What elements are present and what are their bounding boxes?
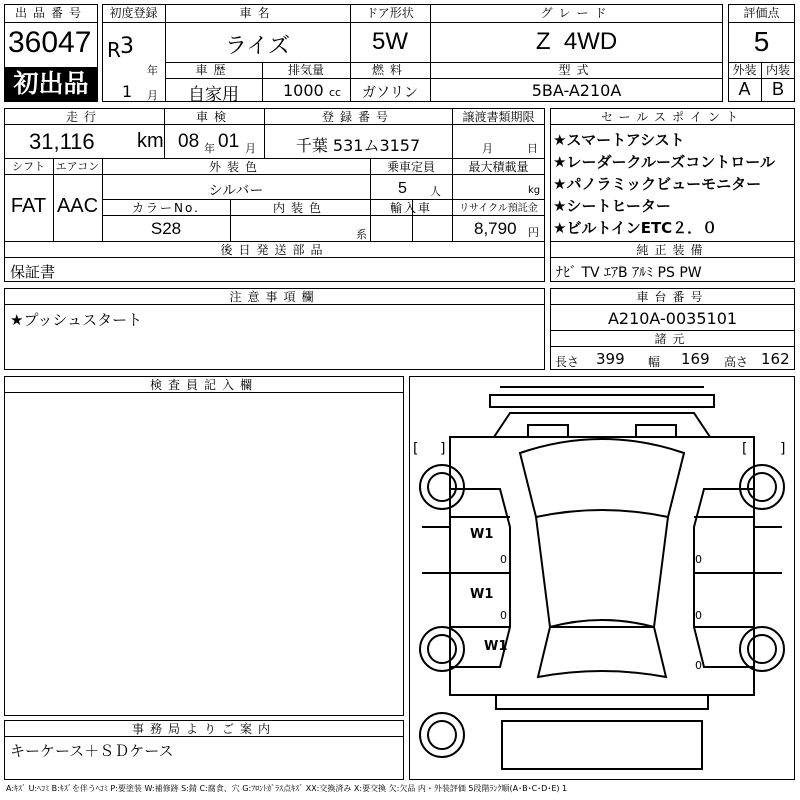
grade: Z 4WD <box>535 28 618 55</box>
bracket-right-open: [ <box>742 441 748 457</box>
model: 5BA-A210A <box>531 81 622 100</box>
car-outline <box>410 377 794 779</box>
office-note: キーケース＋ＳＤケース <box>10 742 174 760</box>
reg-number: 千葉 531ム3157 <box>295 136 421 155</box>
shift: FAT <box>10 195 47 217</box>
fuel: ガソリン <box>362 85 418 101</box>
zero-mark: 0 <box>695 553 702 566</box>
insp-month: 01 <box>218 131 240 152</box>
door-label: ドア形状 <box>366 6 414 20</box>
sales-point: ★レーダークルーズコントロール <box>553 153 775 171</box>
sales-point: ★ビルトインETC２．０ <box>553 219 718 237</box>
sales-point: ★スマートアシスト <box>553 131 685 149</box>
damage-mark: W1 <box>470 587 494 602</box>
first-reg-label: 初度登録 <box>109 6 158 20</box>
color-no-label: カラーNo. <box>132 201 200 215</box>
score-label: 評価点 <box>743 6 780 20</box>
legend: A:ｷｽﾞ U:ﾍｺﾐ B:ｷｽﾞを伴うﾍｺﾐ P:要塗装 W:補修跡 S:錆 C:腐食、穴 G:ﾌﾛﾝﾄｶﾞﾗｽ点ｷｽﾞ XX:交換済み X:要交換 欠:欠品 内・外装評価 5段階ﾗﾝｸ順(A･B･C･D･E) 1 <box>6 784 568 793</box>
fuel-label: 燃料 <box>371 63 408 77</box>
office-label: 事務局よりご案内 <box>131 722 276 736</box>
later-parts-label: 後日発送部品 <box>220 243 329 257</box>
door-type: 5W <box>372 28 408 55</box>
length-label: 長さ <box>555 355 580 369</box>
max-load-label: 最大積載量 <box>468 160 529 174</box>
recycle-fee: 8,790 <box>474 219 517 238</box>
height-label: 高さ <box>724 355 749 369</box>
capacity-unit: 人 <box>430 185 441 198</box>
sales-label: セールスポイント <box>601 110 744 124</box>
displacement: 1000 <box>283 81 324 100</box>
car-name-label: 車名 <box>239 6 276 20</box>
import-label: 輸入車 <box>389 201 432 215</box>
reg-number-label: 登録番号 <box>321 110 394 124</box>
sales-point: ★パノラミックビューモニター <box>553 175 762 193</box>
ext-color: シルバー <box>208 183 264 199</box>
insp-month-unit: 月 <box>245 142 256 155</box>
chassis-number: A210A-0035101 <box>607 309 738 328</box>
inspector-box <box>4 376 404 716</box>
zero-mark: 0 <box>695 609 702 622</box>
displacement-unit: cc <box>329 86 342 99</box>
int-label: 内装 <box>765 63 790 77</box>
score: 5 <box>753 26 770 57</box>
car-diagram <box>409 376 795 780</box>
ext-color-label: 外装色 <box>208 160 263 174</box>
sales-point: ★シートヒーター <box>553 197 671 215</box>
transfer-day: 日 <box>527 142 538 155</box>
damage-mark: W1 <box>470 527 494 542</box>
int-grade: B <box>771 79 784 99</box>
zero-mark: 0 <box>695 659 702 672</box>
history-label: 車歴 <box>195 63 232 77</box>
ac-label: エアコン <box>55 160 100 173</box>
lot-label: 出品番号 <box>14 6 87 20</box>
car-name: ライズ <box>224 34 291 59</box>
first-reg-month: 1 <box>122 82 133 101</box>
ext-grade: A <box>738 79 751 99</box>
notes: ★プッシュスタート <box>10 311 143 329</box>
length: 399 <box>596 350 625 368</box>
first-reg-era: R <box>107 38 121 62</box>
transfer-label: 譲渡書類期限 <box>462 110 535 124</box>
displacement-label: 排気量 <box>287 63 324 77</box>
ext-label: 外装 <box>732 63 757 77</box>
grade-label: グレード <box>540 6 613 20</box>
color-no: S28 <box>150 219 182 238</box>
inspection-label: 車検 <box>195 110 232 124</box>
bracket-left-close: ] <box>440 441 446 457</box>
first-reg-year-unit: 年 <box>147 64 158 77</box>
equipment-label: 純正装備 <box>636 243 709 257</box>
later-parts: 保証書 <box>10 263 56 281</box>
zero-mark: 0 <box>500 609 507 622</box>
history: 自家用 <box>188 85 239 105</box>
mileage-label: 走行 <box>65 110 102 124</box>
recycle-unit: 円 <box>528 226 539 239</box>
first-reg-month-unit: 月 <box>147 89 158 102</box>
inspector-label: 検査員記入欄 <box>149 378 258 392</box>
width-label: 幅 <box>648 355 661 369</box>
recycle-label: リサイクル預託金 <box>459 203 538 214</box>
insp-year: 08 <box>178 131 200 152</box>
int-color-label: 内装色 <box>272 201 327 215</box>
width: 169 <box>681 350 710 368</box>
chassis-label: 車台番号 <box>636 290 709 304</box>
transfer-month: 月 <box>482 142 493 155</box>
first-reg-year: 3 <box>120 34 134 59</box>
ac: AAC <box>56 195 99 217</box>
shift-label: シフト <box>12 160 45 173</box>
damage-mark: W1 <box>484 639 508 654</box>
equipment: ﾅﾋﾞ TV ｴｱB ｱﾙﾐ PS PW <box>556 265 702 281</box>
height: 162 <box>761 350 790 368</box>
bracket-right-close: ] <box>780 441 786 457</box>
int-color-unit: 系 <box>356 228 367 241</box>
spec-label: 諸元 <box>654 332 691 346</box>
mileage: 31,116 <box>29 129 95 154</box>
first-listing-badge: 初出品 <box>5 67 97 101</box>
bracket-left-open: [ <box>413 441 419 457</box>
capacity-label: 乗車定員 <box>386 160 435 174</box>
insp-year-unit: 年 <box>204 142 215 155</box>
model-label: 型式 <box>558 63 595 77</box>
max-load-unit: kg <box>528 185 541 196</box>
notes-label: 注意事項欄 <box>229 290 320 304</box>
mileage-unit: km <box>137 130 164 152</box>
lot-number: 36047 <box>8 26 92 59</box>
capacity: 5 <box>398 180 407 197</box>
zero-mark: 0 <box>500 553 507 566</box>
